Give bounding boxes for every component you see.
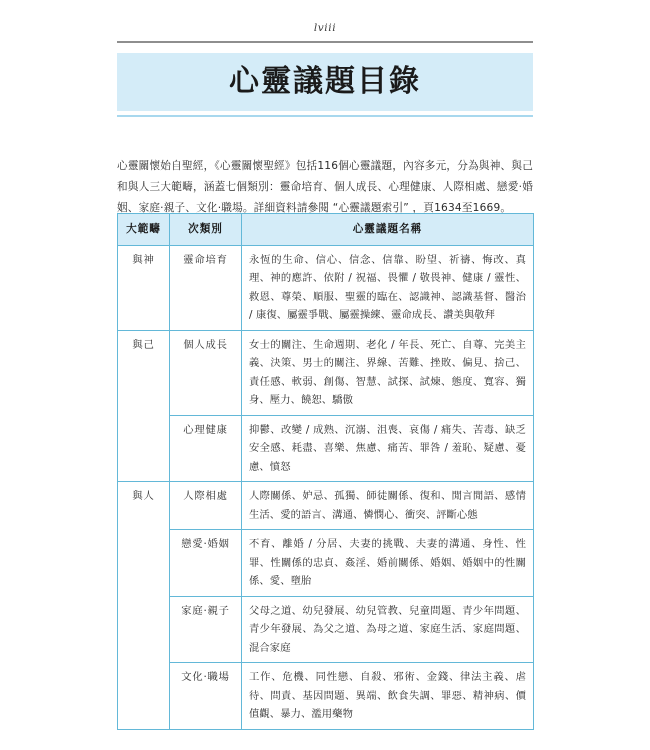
column-header-topics: 心靈議題名稱 (242, 214, 534, 246)
table-row (118, 530, 534, 597)
topics-cell: 不育、離婚 / 分居、夫妻的挑戰、夫妻的溝通、身性、性罪、性關係的忠貞、姦淫、婚前關係、婚姻、婚姻中的性關係、愛、墮胎 (242, 530, 534, 597)
table-row (118, 245, 534, 330)
page-title: 心靈議題目錄 (229, 64, 421, 99)
scope-cell: 與人 (118, 482, 170, 730)
subcategory-cell: 戀愛‧婚姻 (170, 530, 242, 597)
table-row (118, 415, 534, 482)
table-row (118, 663, 534, 730)
topics-cell: 人際關係、妒忌、孤獨、師徒關係、復和、閒言閒語、感情生活、愛的語言、溝通、憐憫心、衝突、評斷心態 (242, 482, 534, 530)
column-header-scope: 大範疇 (118, 214, 170, 246)
scope-cell: 與神 (118, 245, 170, 330)
header-rule (117, 41, 533, 43)
scope-cell: 與己 (118, 330, 170, 482)
subcategory-cell: 人際相處 (170, 482, 242, 530)
running-head-page-number: lviii (313, 22, 337, 34)
topics-cell: 女士的關注、生命週期、老化 / 年長、死亡、自尊、完美主義、決策、男士的關注、界線、苦難、挫敗、偏見、捨己、責任感、軟弱、創傷、智慧、試探、試煉、態度、寬容、獨身、壓力、饒恕、驕傲 (242, 330, 534, 415)
table-header (118, 214, 534, 246)
spiritual-topics-table (117, 213, 534, 730)
topics-cell: 永恆的生命、信心、信念、信靠、盼望、祈禱、悔改、真理、神的應許、依附 / 祝福、畏懼 / 敬畏神、健康 / 靈性、救恩、尊榮、順服、聖靈的臨在、認識神、認識基督、醫治 / 康復、屬靈爭戰、屬靈操練、靈命成長、讚美與敬拜 (242, 245, 534, 330)
table-row (118, 596, 534, 663)
table-row (118, 330, 534, 415)
subcategory-cell: 文化‧職場 (170, 663, 242, 730)
subcategory-cell: 靈命培育 (170, 245, 242, 330)
topics-cell: 工作、危機、同性戀、自殺、邪術、金錢、律法主義、虐待、問責、基因問題、異端、飲食失調、罪惡、精神病、價值觀、暴力、濫用藥物 (242, 663, 534, 730)
topics-cell: 抑鬱、改變 / 成熟、沉溺、沮喪、哀傷 / 痛失、苦毒、缺乏安全感、耗盡、喜樂、焦慮、痛苦、罪咎 / 羞恥、疑慮、憂慮、憤怒 (242, 415, 534, 482)
title-banner (117, 53, 533, 111)
table-body (118, 245, 534, 729)
subcategory-cell: 心理健康 (170, 415, 242, 482)
banner-underline-rule (117, 115, 533, 117)
topics-cell: 父母之道、幼兒發展、幼兒管教、兒童問題、青少年問題、青少年發展、為父之道、為母之道、家庭生活、家庭問題、混合家庭 (242, 596, 534, 663)
intro-paragraph: 心靈關懷始自聖經，《心靈關懷聖經》包括116個心靈議題，內容多元，分為與神、與己和與人三大範疇，涵蓋七個類別：靈命培育、個人成長、心理健康、人際相處、戀愛‧婚姻、家庭‧親子、文化‧職場。詳細資料請參閱 “心靈議題索引” ，頁1634至1669。 (117, 159, 533, 214)
table-header-row (118, 214, 534, 246)
subcategory-cell: 個人成長 (170, 330, 242, 415)
subcategory-cell: 家庭‧親子 (170, 596, 242, 663)
column-header-subcategory: 次類別 (170, 214, 242, 246)
table-row (118, 482, 534, 530)
